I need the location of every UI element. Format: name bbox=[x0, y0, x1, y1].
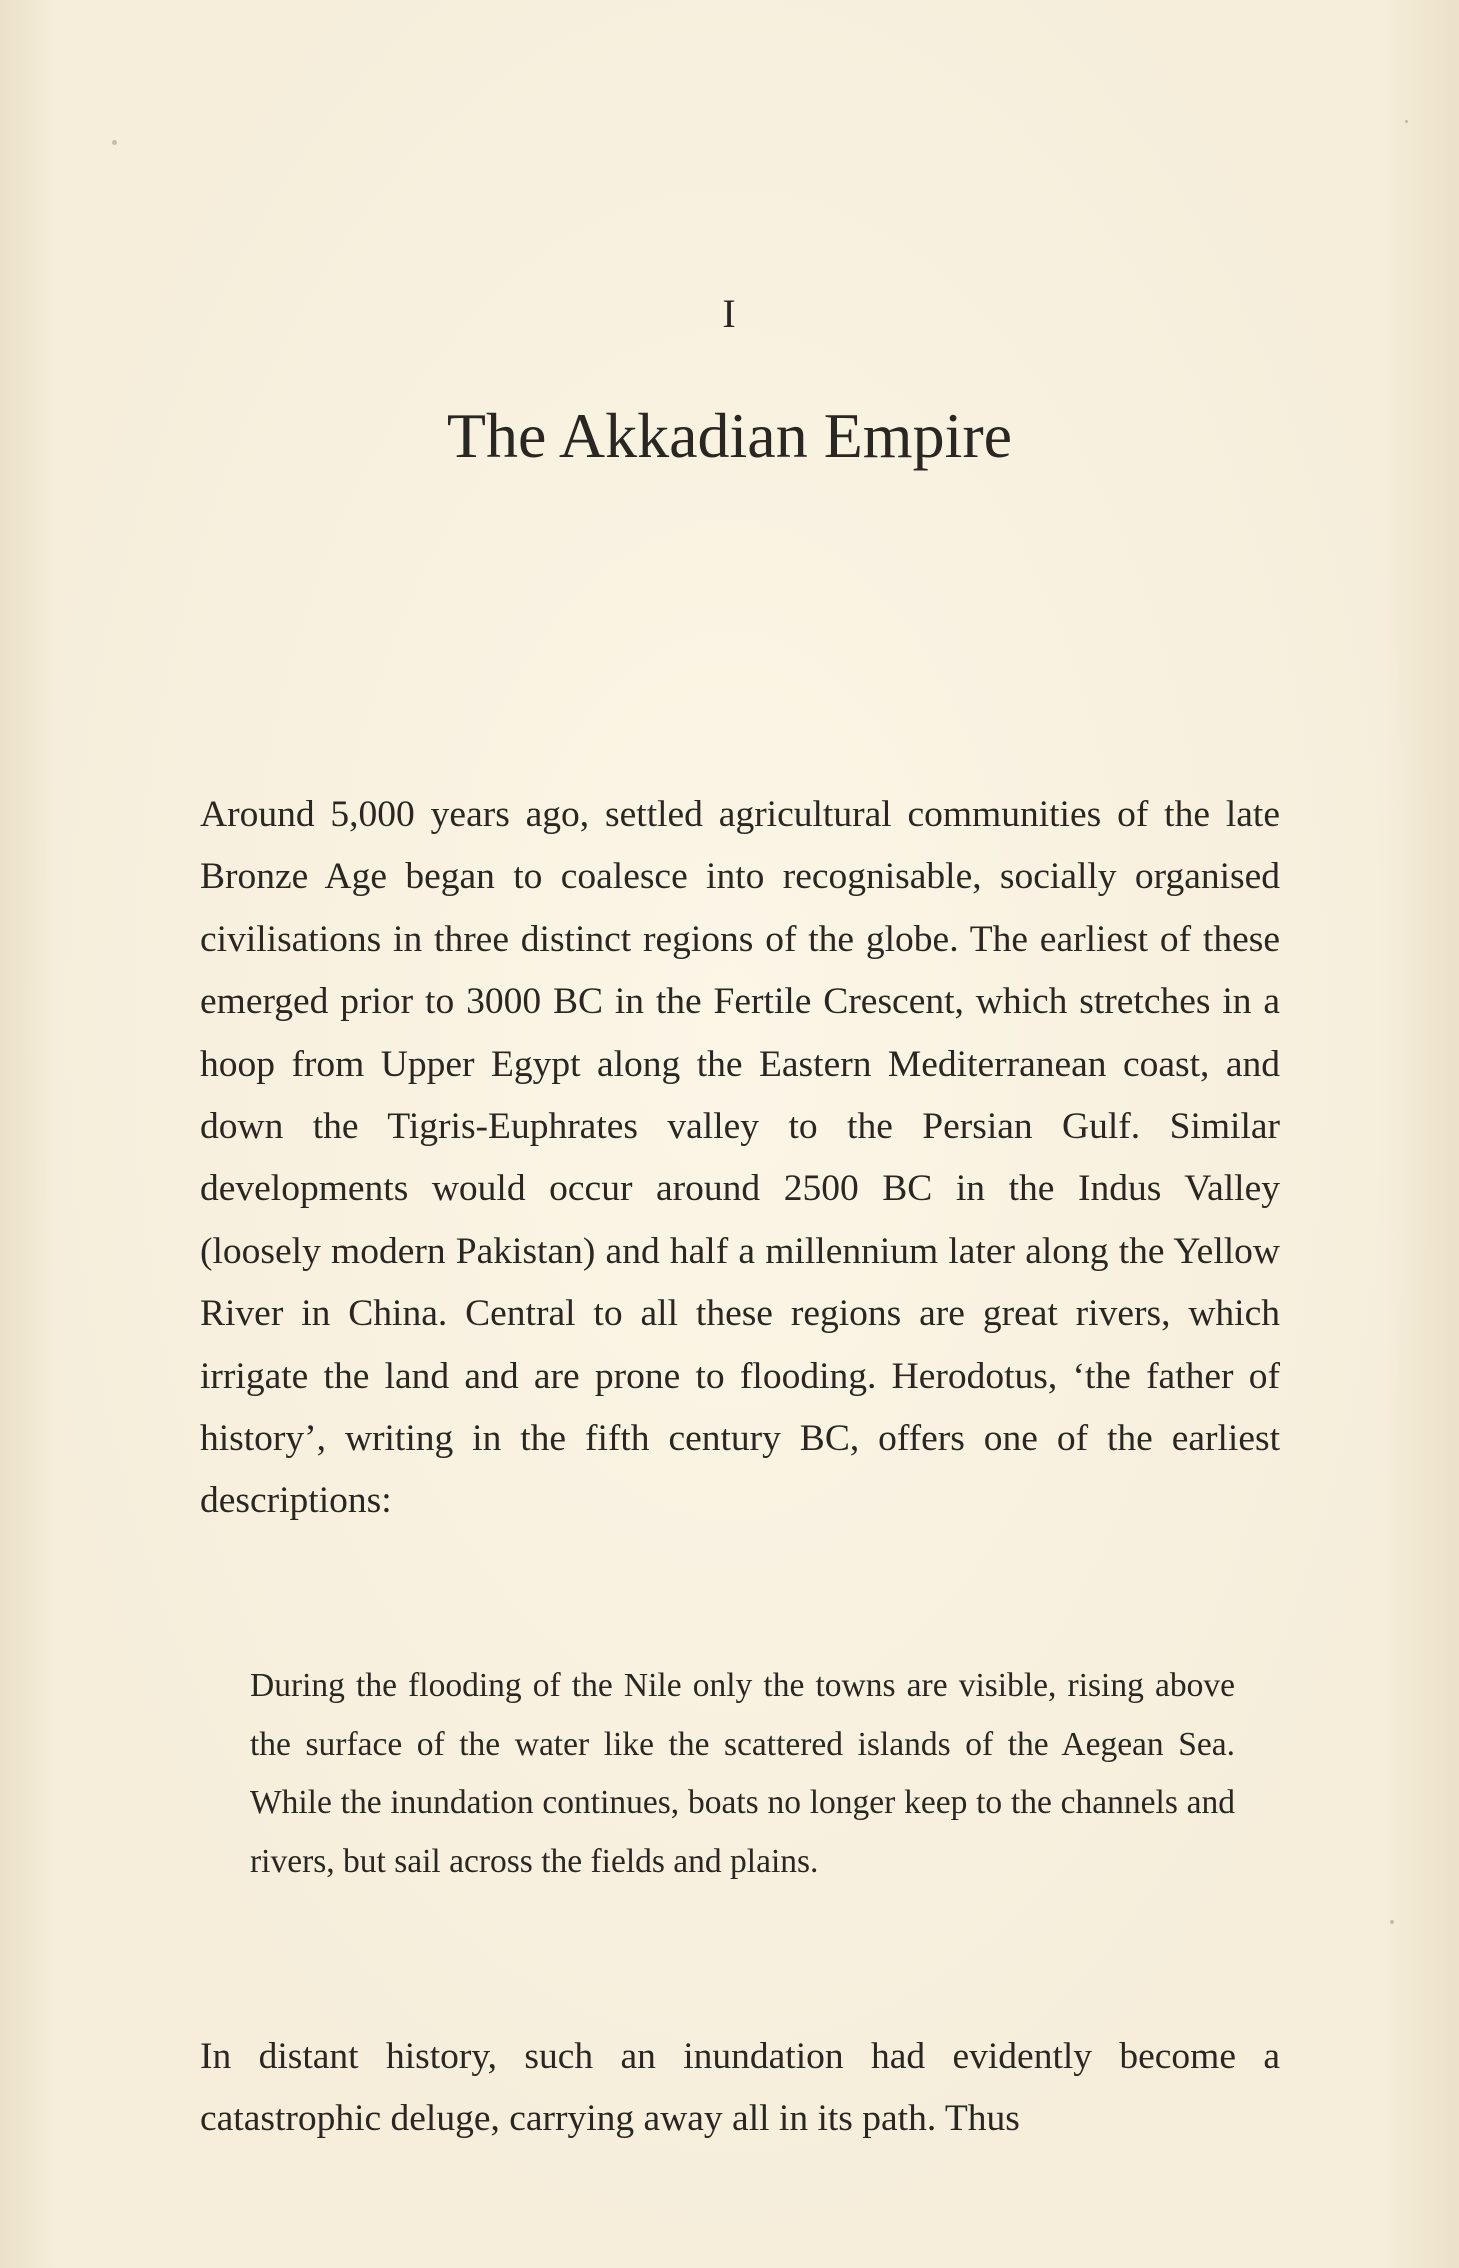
block-quote: During the flooding of the Nile only the towns are visible, rising above the surface of the water like the scattered islands of the Aegean Sea. While the inundation continues, boats no longer keep to the channels and rivers, but sail across the fields and plains. bbox=[250, 1667, 1235, 1880]
paper-speck bbox=[112, 140, 117, 145]
chapter-number: I bbox=[722, 291, 737, 336]
paper-speck bbox=[1405, 120, 1408, 123]
paper-speck bbox=[1390, 1920, 1394, 1924]
chapter-title: The Akkadian Empire bbox=[446, 400, 1013, 471]
body-paragraph: In distant history, such an inundation had evidently become a catastrophic deluge, carrying away all in its path. Thus bbox=[200, 2036, 1280, 2140]
body-paragraph: Around 5,000 years ago, settled agricultural communities of the late Bronze Age began to coalesce into recognisable, socially organised civilisations in three distinct regions of the globe. The earliest of these emerged prior to 3000 BC in the Fertile Crescent, which stretches in a hoop from Upper Egypt along the Eastern Mediterranean coast, and down the Tigris-Euphrates valley to the Persian Gulf. Similar developments would occur around 2500 BC in the Indus Valley (loosely modern Pakistan) and half a millennium later along the Yellow River in China. Central to all these regions are great rivers, which irrigate the land and are prone to flooding. Herodotus, ‘the father of history’, writing in the fifth century BC, offers one of the earliest descriptions: bbox=[200, 794, 1280, 1522]
